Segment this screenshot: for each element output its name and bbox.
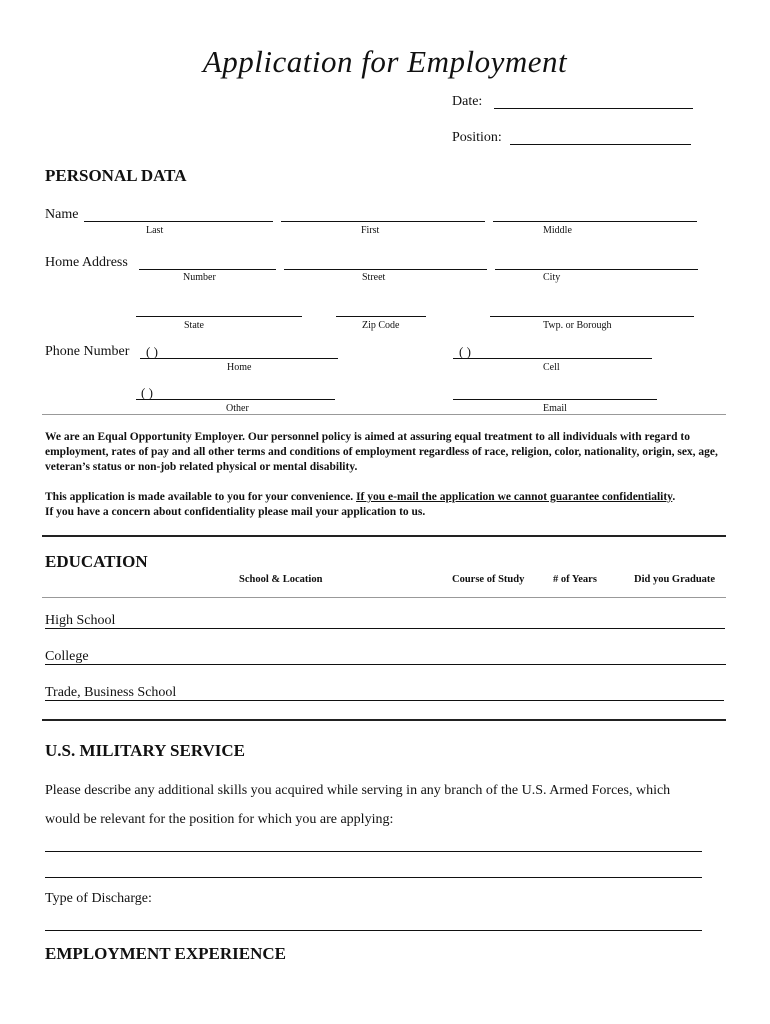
home-caption: Home (227, 362, 252, 373)
military-skills-field-1[interactable] (45, 851, 702, 852)
street-caption: Street (362, 272, 386, 283)
home-phone-field[interactable] (140, 358, 338, 359)
form-title: Application for Employment (202, 44, 568, 79)
school-location-header: School & Location (239, 574, 323, 585)
address-street-field[interactable] (284, 269, 487, 270)
address-city-field[interactable] (495, 269, 698, 270)
home-area-code: ( ) (146, 344, 158, 359)
college-field[interactable] (45, 664, 726, 665)
high-school-field[interactable] (45, 628, 725, 629)
address-zip-field[interactable] (336, 316, 426, 317)
confidentiality-notice (45, 490, 685, 520)
cell-caption: Cell (543, 362, 560, 373)
cell-phone-field[interactable] (453, 358, 652, 359)
college-label: College (45, 649, 89, 664)
home-address-label: Home Address (45, 255, 128, 270)
military-instructions-line1: Please describe any additional skills you acquired while serving in any branch of the U.S. Armed Forces, which (45, 783, 671, 798)
discharge-field[interactable] (45, 930, 702, 931)
township-caption: Twp. or Borough (543, 320, 612, 331)
discharge-label: Type of Discharge: (45, 891, 152, 906)
high-school-label: High School (45, 613, 116, 628)
convenience-text: This application is made available to you for your convenience. (45, 491, 357, 503)
date-label: Date: (452, 94, 483, 109)
email-field[interactable] (453, 399, 657, 400)
other-caption: Other (226, 403, 249, 414)
number-caption: Number (183, 272, 216, 283)
trade-school-label: Trade, Business School (45, 685, 177, 700)
military-skills-field-2[interactable] (45, 877, 702, 878)
other-area-code: ( ) (141, 385, 153, 400)
last-caption: Last (146, 225, 164, 236)
section-divider (42, 719, 726, 721)
email-warning-text: If you e-mail the application we cannot guarantee confidentiality (356, 491, 673, 503)
address-number-field[interactable] (139, 269, 276, 270)
graduate-header: Did you Graduate (634, 574, 716, 585)
position-label: Position: (452, 130, 502, 145)
section-divider (42, 535, 726, 537)
address-township-field[interactable] (490, 316, 694, 317)
section-divider (42, 414, 726, 415)
first-name-field[interactable] (281, 221, 485, 222)
first-caption: First (361, 225, 380, 236)
cell-area-code: ( ) (459, 344, 471, 359)
last-name-field[interactable] (84, 221, 273, 222)
email-caption: Email (543, 403, 567, 414)
years-header: # of Years (553, 574, 597, 585)
phone-number-label: Phone Number (45, 344, 130, 359)
course-of-study-header: Course of Study (452, 574, 525, 585)
state-caption: State (184, 320, 204, 331)
military-instructions-line2: would be relevant for the position for which you are applying: (45, 812, 394, 827)
personal-data-heading: PERSONAL DATA (45, 166, 187, 185)
middle-name-field[interactable] (493, 221, 697, 222)
position-field[interactable] (510, 144, 691, 145)
other-phone-field[interactable] (136, 399, 335, 400)
date-field[interactable] (494, 108, 693, 109)
name-label: Name (45, 207, 79, 222)
education-heading: EDUCATION (45, 552, 148, 571)
military-heading: U.S. MILITARY SERVICE (45, 741, 246, 760)
address-state-field[interactable] (136, 316, 302, 317)
middle-caption: Middle (543, 225, 572, 236)
mail-advice-text: . If you have a concern about confidentiality please mail your application to us. (45, 491, 676, 518)
trade-school-field[interactable] (45, 700, 724, 701)
zip-caption: Zip Code (362, 320, 400, 331)
employment-heading: EMPLOYMENT EXPERIENCE (45, 944, 287, 963)
table-divider (42, 597, 726, 598)
city-caption: City (543, 272, 561, 283)
eeo-statement: We are an Equal Opportunity Employer. Our personnel policy is aimed at assuring equal treatment to all individuals with regard to employment, rates of pay and all other terms and conditions of employment regardless of race, religion, color, nationality, origin, sex, age, veteran’s status or non-job related physical or mental disability. (45, 431, 718, 473)
